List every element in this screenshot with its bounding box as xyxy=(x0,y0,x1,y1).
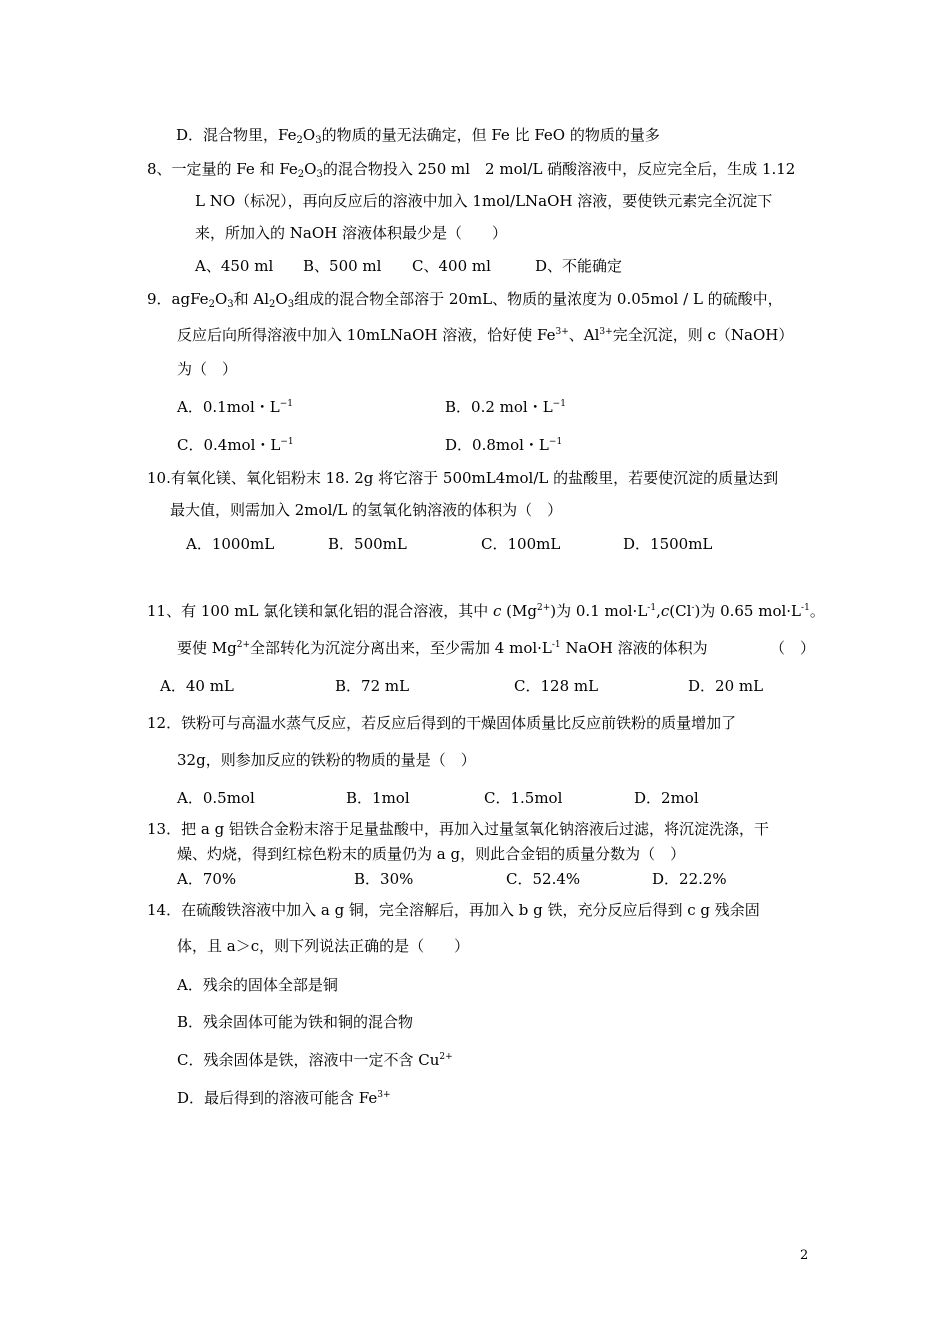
q12-option-c: C．1.5mol xyxy=(484,789,563,807)
q12-stem-line1: 12．铁粉可与高温水蒸气反应，若反应后得到的干燥固体质量比反应前铁粉的质量增加了 xyxy=(147,714,737,732)
q8-stem-line2: L NO（标况），再向反应后的溶液中加入 1mol/LNaOH 溶液，要使铁元素完全沉淀下 xyxy=(195,192,773,210)
q8-option-d: D、不能确定 xyxy=(535,257,623,275)
q13-stem-line2: 燥、灼烧，得到红棕色粉末的质量仍为 a g，则此合金铝的质量分数为（ ） xyxy=(177,845,686,863)
q11-option-d: D．20 mL xyxy=(688,677,764,695)
q14-stem-line2: 体，且 a＞c，则下列说法正确的是（ ） xyxy=(177,937,470,955)
page-number: 2 xyxy=(800,1248,809,1263)
q14-option-d: D．最后得到的溶液可能含 $Fe^{3+}$ xyxy=(177,1089,391,1107)
q13-option-c: C．52.4% xyxy=(506,870,581,888)
q14-option-b: B．残余固体可能为铁和铜的混合物 xyxy=(177,1013,414,1031)
q9-option-b: B．0.2 mol・$L^{-1}$ xyxy=(445,398,566,416)
q7-option-d: D．混合物里，$Fe_2O_3$的物质的量无法确定，但 Fe 比 FeO 的物质的量多 xyxy=(176,126,660,146)
q9-stem-line3: 为（ ） xyxy=(177,360,238,378)
q13-option-a: A．70% xyxy=(177,870,237,888)
q9-option-a: A．0.1mol・$L^{-1}$ xyxy=(177,398,293,416)
q9-option-c: C．0.4mol・$L^{-1}$ xyxy=(177,436,294,454)
q11-option-c: C．128 mL xyxy=(514,677,599,695)
q14-option-c: C．残余固体是铁，溶液中一定不含 $Cu^{2+}$ xyxy=(177,1051,453,1069)
q10-stem-line1: 10.有氧化镁、氧化铝粉末 18. 2g 将它溶于 500mL4mol/L 的盐酸里，若要使沉淀的质量达到 xyxy=(147,469,779,487)
q14-stem-line1: 14．在硫酸铁溶液中加入 a g 铜，完全溶解后，再加入 b g 铁，充分反应后得到 c g 残余固 xyxy=(147,901,760,919)
q13-stem-line1: 13．把 a g 铝铁合金粉末溶于足量盐酸中，再加入过量氢氧化钠溶液后过滤，将沉淀洗涤，干 xyxy=(147,820,769,838)
q8-option-a: A、450 ml xyxy=(195,257,274,275)
q12-option-d: D．2mol xyxy=(634,789,699,807)
q12-option-b: B．1mol xyxy=(346,789,410,807)
q10-stem-line2: 最大值，则需加入 2mol/L 的氢氧化钠溶液的体积为（ ） xyxy=(170,501,563,519)
q9-stem-line2: 反应后向所得溶液中加入 10mLNaOH 溶液，恰好使 $Fe^{3+}$、$Al^{3+}$完全沉淀，则 c（NaOH） xyxy=(177,326,794,344)
q8-option-c: C、400 ml xyxy=(412,257,491,275)
q11-answer-paren: （ ） xyxy=(770,639,816,657)
q8-stem-line3: 来，所加入的 NaOH 溶液体积最少是（ ） xyxy=(195,224,507,242)
q13-option-b: B．30% xyxy=(354,870,414,888)
q11-option-b: B．72 mL xyxy=(335,677,410,695)
q11-stem-line1: 11、有 100 mL 氯化镁和氯化铝的混合溶液，其中 c $(Mg^{2+})$为 0.1 $mol\cdot L^{-1},c(Cl^-)$为 0.65 $mol\cdot L^{-1}$。 xyxy=(147,602,825,620)
q10-option-d: D．1500mL xyxy=(623,535,713,553)
q13-option-d: D．22.2% xyxy=(652,870,727,888)
q8-stem-line1: 8、一定量的 Fe 和 $Fe_2O_3$的混合物投入 250 ml 2 mol/L 硝酸溶液中，反应完全后，生成 1.12 xyxy=(147,160,796,180)
q12-stem-line2: 32g，则参加反应的铁粉的物质的量是（ ） xyxy=(177,751,476,769)
q12-option-a: A．0.5mol xyxy=(177,789,255,807)
q9-stem-line1: 9．$agFe_2O_3$和 $Al_2O_3$组成的混合物全部溶于 20mL、物质的量浓度为 0.05mol / L 的硫酸中， xyxy=(147,290,783,310)
q11-stem-line2: 要使 $Mg^{2+}$全部转化为沉淀分离出来，至少需加 4 $mol\cdot L^{-1}$ NaOH 溶液的体积为 xyxy=(177,639,708,657)
q8-option-b: B、500 ml xyxy=(303,257,382,275)
q11-option-a: A．40 mL xyxy=(160,677,234,695)
q10-option-c: C．100mL xyxy=(481,535,561,553)
q14-option-a: A．残余的固体全部是铜 xyxy=(177,976,338,994)
q10-option-a: A．1000mL xyxy=(186,535,275,553)
q9-option-d: D．0.8mol・$L^{-1}$ xyxy=(445,436,563,454)
q10-option-b: B．500mL xyxy=(328,535,407,553)
